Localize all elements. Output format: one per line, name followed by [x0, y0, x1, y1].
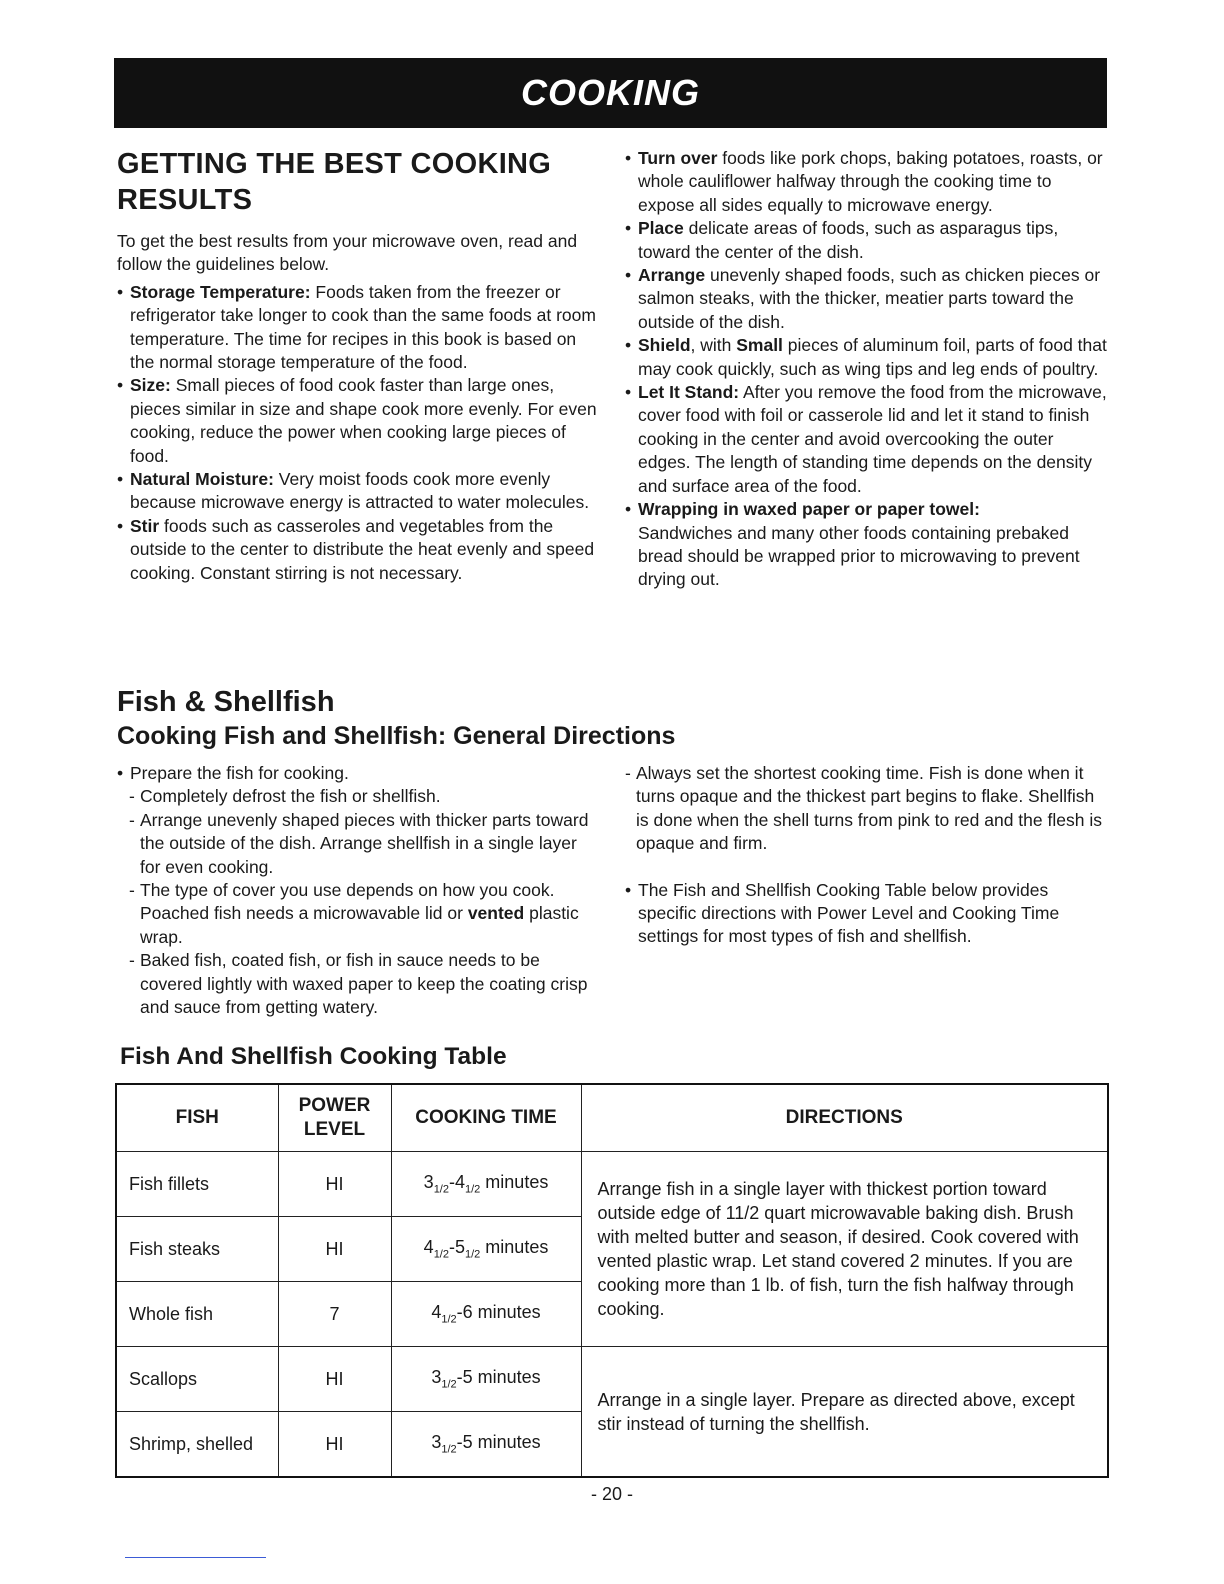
cell-directions-shellfish: Arrange in a single layer. Prepare as directed above, except stir instead of turning the shellfish. [581, 1347, 1108, 1478]
time-part: -6 minutes [456, 1302, 541, 1323]
cell-time [391, 1282, 581, 1347]
fish-directions-right [625, 762, 1107, 949]
fish-table-note-list [625, 879, 1107, 949]
time-part: minutes [480, 1172, 549, 1193]
item-term: Shield [638, 335, 691, 356]
time-part: 3 [431, 1367, 442, 1388]
item-text: Small pieces of food cook faster than large ones, pieces similar in size and shape cook more evenly. For even cooking, reduce the power when cooking large pieces of food. [130, 375, 597, 466]
item-text: , with [690, 335, 737, 356]
cell-fish: Scallops [116, 1347, 278, 1412]
fish-dash-list [117, 785, 602, 1019]
item-text: The Fish and Shellfish Cooking Table below provides specific directions with Power Level and Cooking Time settings for most types of fish and shellfish. [638, 879, 1060, 947]
list-item [129, 785, 602, 808]
time-fraction: 1/2 [433, 1248, 449, 1261]
time-part: 4 [423, 1237, 434, 1258]
item-term: Storage Temperature: [130, 281, 311, 302]
item-text: pieces of aluminum foil, parts of food that may cook quickly, such as wing tips and leg ends of poultry. [638, 335, 1107, 379]
cell-fish: Whole fish [116, 1282, 278, 1347]
header-power-level [278, 1084, 391, 1152]
cell-directions-fish: Arrange fish in a single layer with thickest portion toward outside edge of 11/2 quart microwavable baking dish. Brush with melted butter and season, if desired. Cook covered with vented plastic wrap. Let stand covered 2 minutes. If you are cooking more than 1 lb. of fish, turn the fish halfway through cooking. [581, 1152, 1108, 1347]
list-item [117, 281, 602, 375]
header-cooking-time: COOKING TIME [391, 1084, 581, 1152]
list-item [625, 879, 1107, 949]
cell-fish: Fish steaks [116, 1217, 278, 1282]
fish-directions-left [117, 762, 602, 1019]
item-term: Size: [130, 375, 171, 396]
cooking-table-title: Fish And Shellfish Cooking Table [120, 1043, 507, 1070]
best-results-right-column [625, 147, 1107, 592]
list-item [625, 217, 1107, 264]
fish-prepare-list [117, 762, 602, 785]
fish-section-subtitle: Cooking Fish and Shellfish: General Directions [117, 722, 676, 750]
time-part: 3 [423, 1172, 434, 1193]
list-item [117, 515, 602, 585]
fish-section-title: Fish & Shellfish [117, 686, 335, 718]
cell-time [391, 1152, 581, 1217]
cell-time [391, 1217, 581, 1282]
item-text: Very moist foods cook more evenly because microwave energy is attracted to water molecules. [130, 469, 590, 513]
footer-divider [125, 1557, 266, 1558]
item-text: Prepare the fish for cooking. [130, 763, 349, 783]
cell-power: HI [278, 1217, 391, 1282]
item-text: Baked fish, coated fish, or fish in sauce needs to be covered lightly with waxed paper to keep the coating crisp and sauce from getting watery. [140, 950, 588, 1018]
item-term: Arrange [638, 265, 706, 286]
fish-dash-list-continued [625, 762, 1107, 856]
cell-fish: Shrimp, shelled [116, 1412, 278, 1478]
list-item [625, 762, 1107, 856]
time-part: -4 [448, 1172, 465, 1193]
time-fraction: 1/2 [441, 1443, 457, 1456]
list-item [625, 147, 1107, 217]
item-term: Turn over [638, 148, 718, 168]
section-banner [114, 58, 1107, 128]
cell-power: HI [278, 1152, 391, 1217]
cell-power: HI [278, 1347, 391, 1412]
cell-fish: Fish fillets [116, 1152, 278, 1217]
item-text: unevenly shaped foods, such as chicken pieces or salmon steaks, with the thicker, meatier parts toward the outside of the dish. [638, 265, 1101, 332]
item-text: plastic wrap. [140, 903, 579, 947]
banner-title: COOKING [520, 72, 700, 113]
list-item [625, 264, 1107, 334]
item-term: Small [736, 335, 783, 356]
time-part: -5 minutes [456, 1367, 541, 1388]
item-text: delicate areas of foods, such as asparagus tips, toward the center of the dish. [638, 218, 1059, 262]
item-text: Always set the shortest cooking time. Fish is done when it turns opaque and the thickest part begins to flake. Shellfish is done when the shell turns from pink to red and the flesh is opaque and firm. [636, 763, 1102, 854]
list-item [625, 498, 1107, 592]
best-results-intro: To get the best results from your microwave oven, read and follow the guidelines below. [117, 231, 578, 275]
page-number: - 20 - [590, 1484, 633, 1504]
header-fish: FISH [116, 1084, 278, 1152]
time-part: -5 minutes [456, 1432, 541, 1453]
item-text: The type of cover you use depends on how you cook. Poached fish needs a microwavable lid or [140, 880, 555, 924]
list-item [117, 374, 602, 468]
best-results-left-list [117, 281, 602, 585]
item-term: Natural Moisture: [130, 469, 274, 490]
item-text: foods such as casseroles and vegetables from the outside to the center to distribute the heat evenly and speed cooking. Constant stirring is not necessary. [130, 515, 595, 583]
time-part: 4 [431, 1302, 442, 1323]
header-directions: DIRECTIONS [581, 1084, 1108, 1152]
cooking-table [115, 1083, 1109, 1478]
time-part: -5 [448, 1237, 465, 1258]
item-term: Stir [130, 515, 160, 536]
header-power-line2: LEVEL [303, 1119, 366, 1140]
table-header-row [116, 1084, 1108, 1152]
list-item [129, 949, 602, 1019]
item-term: Wrapping in waxed paper or paper towel: [638, 499, 980, 520]
best-results-left-column [117, 146, 602, 585]
time-fraction: 1/2 [433, 1183, 449, 1196]
item-text: After you remove the food from the microwave, cover food with foil or casserole lid and let it stand to finish cooking in the center and avoid overcooking the outer edges. The length of standing time depends on the density and surface area of the food. [638, 382, 1107, 496]
item-text: Sandwiches and many other foods containing prebaked bread should be wrapped prior to microwaving to prevent drying out. [638, 522, 1080, 590]
list-item [117, 468, 602, 515]
table-row [116, 1152, 1108, 1217]
best-results-title: GETTING THE BEST COOKING RESULTS [117, 148, 552, 216]
cell-power: HI [278, 1412, 391, 1478]
cell-power: 7 [278, 1282, 391, 1347]
list-item [625, 334, 1107, 381]
time-fraction: 1/2 [465, 1248, 481, 1261]
time-part: minutes [480, 1237, 549, 1258]
time-fraction: 1/2 [441, 1313, 457, 1326]
item-text: Completely defrost the fish or shellfish. [140, 786, 441, 807]
cell-time [391, 1347, 581, 1412]
header-power-line1: POWER [298, 1095, 371, 1116]
item-text: Foods taken from the freezer or refrigerator take longer to cook than the same foods at room temperature. The time for recipes in this book is based on the normal storage temperature of the food. [130, 281, 596, 373]
cell-time [391, 1412, 581, 1478]
list-item [129, 809, 602, 879]
time-fraction: 1/2 [465, 1183, 481, 1196]
item-term: vented [467, 903, 525, 924]
time-part: 3 [431, 1432, 442, 1453]
list-item [625, 381, 1107, 498]
time-fraction: 1/2 [441, 1378, 457, 1391]
item-term: Let It Stand: [638, 382, 740, 403]
list-item [117, 762, 602, 785]
item-text: foods like pork chops, baking potatoes, roasts, or whole cauliflower halfway through the cooking time to expose all sides equally to microwave energy. [638, 148, 1103, 215]
table-row [116, 1347, 1108, 1412]
item-term: Place [638, 218, 684, 239]
list-item [129, 879, 602, 949]
item-text: Arrange unevenly shaped pieces with thicker parts toward the outside of the dish. Arrange shellfish in a single layer for even cooking. [140, 809, 589, 877]
best-results-right-list [625, 147, 1107, 592]
